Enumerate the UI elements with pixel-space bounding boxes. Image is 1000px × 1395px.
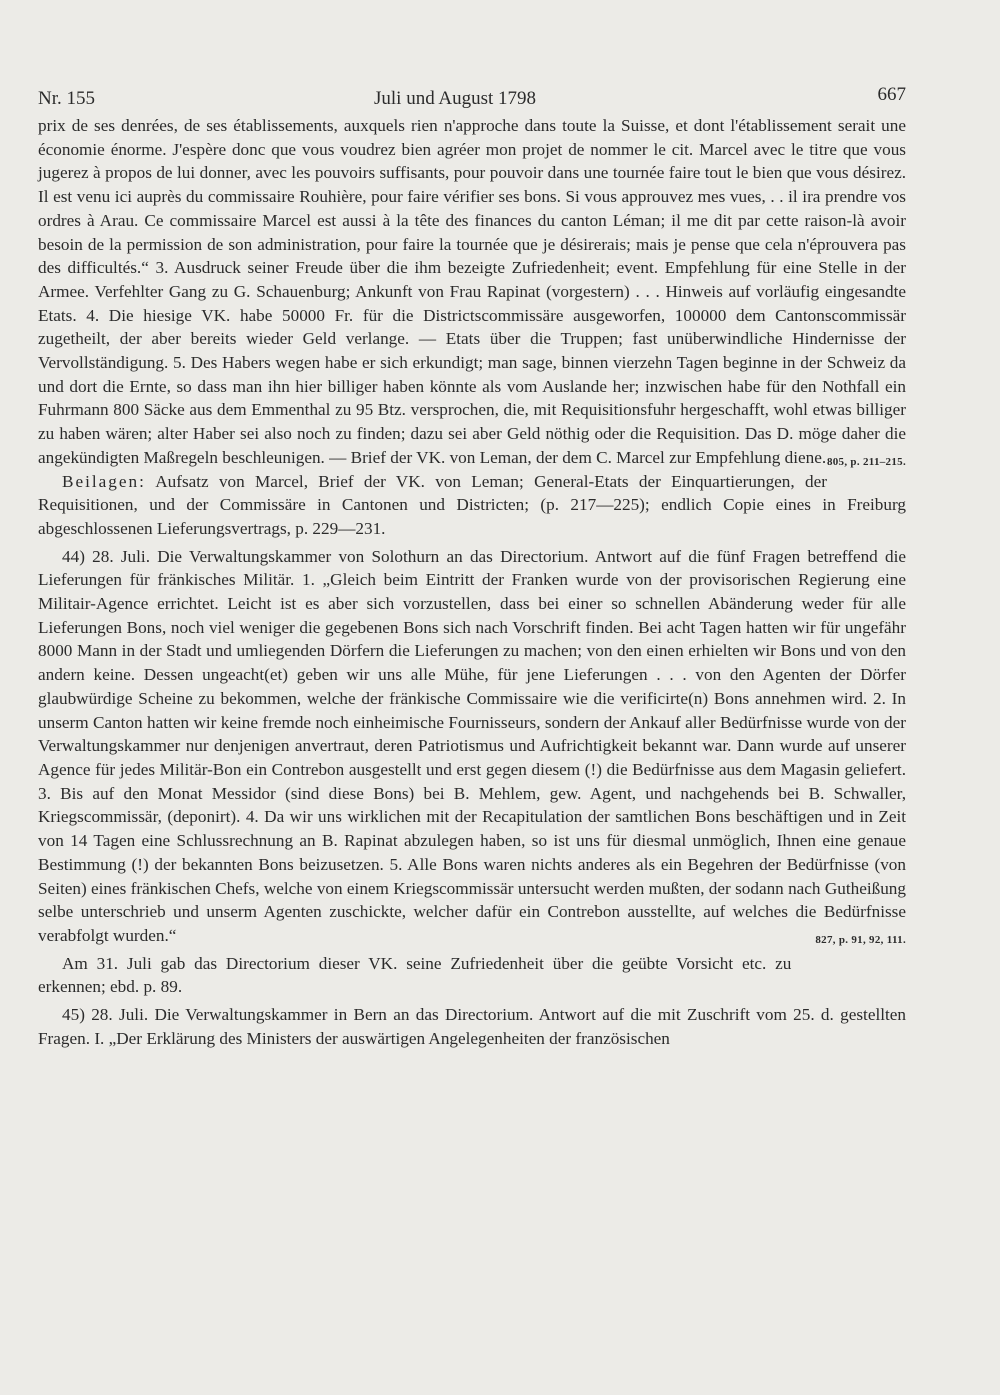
paragraph-note (38, 952, 906, 999)
document-page (38, 84, 906, 1050)
page-number: 667 (877, 84, 906, 105)
paragraph-entry-45 (38, 1003, 906, 1050)
paragraph-continuation (38, 114, 906, 470)
paragraph-beilagen (38, 470, 906, 541)
paragraph-entry-44 (38, 545, 906, 948)
paragraph-text: 44) 28. Juli. Die Verwaltungskammer von Solothurn an das Directorium. Antwort auf die fünf Fragen betreffend die Lieferungen für fränkisches Militär. 1. „Gleich beim Eintritt der Franken wurde von der provisorischen Regierung eine Militair-Agence errichtet. Leicht ist es aber sich vorzustellen, dass bei einer so schnellen Abänderung weder für alle Lieferungen Bons, noch viel weniger die gegebenen Bons sich nach Vorschrift finden. Bei acht Tagen hatten wir für ungefähr 8000 Mann in der Stadt und umliegenden Dörfern die Lieferungen zu machen; von den einen erhielten wir Bons und von den andern keine. Dessen ungeacht(et) geben wir uns alle Mühe, für jene Lieferungen . . . von den Agenten der Dörfer glaubwürdige Scheine zu bekommen, welche der fränkische Commissaire wie die verificirte(n) Bons annehmen wird. 2. In unserm Canton hatten wir keine fremde noch einheimische Fournisseurs, sondern der Ankauf aller Bedürfnisse wurde von der Verwaltungskammer nur denjenigen anvertraut, deren Patriotismus und Aufrichtigkeit bekannt war. Dann wurde auf unserer Agence für jedes Militär-Bon ein Contrebon ausgestellt und erst gegen diesem (!) die Bedürfnisse aus dem Magasin geliefert. 3. Bis auf den Monat Messidor (sind diese Bons) bei B. Mehlem, gew. Agent, und nachgehends bei B. Schwaller, Kriegscommissär, (deponirt). 4. Da wir uns wirklichen mit der Recapitulation der samtlichen Bons beschäftigen und in Zeit von 14 Tagen eine Schlussrechnung an B. Rapinat abzulegen haben, so ist uns für diesmal unmöglich, Ihnen eine genaue Bestimmung (!) der bekannten Bons beizusetzen. 5. Alle Bons waren nichts anderes als ein Begehren der Bedürfnisse (von Seiten) eines fränkischen Chefs, welche von einem Kriegscommissär untersucht werden mußten, der sodann nach Gutheißung selbe unterschrieb und unserm Agenten zuschickte, welcher dafür ein Contrebon ausstellte, auf welches die Bedürfnisse verabfolgt wurden.“ (38, 546, 906, 945)
document-number: Nr. 155 (38, 88, 95, 109)
paragraph-text: Aufsatz von Marcel, Brief der VK. von Leman; General-Etats der Einquartierungen, der Requisitionen, und der Commissäre in Cantonen und Districten; (p. 217—225); endlich Copie eines in Freiburg abgeschlossenen Lieferungsvertrags, p. 229—231. (38, 471, 906, 538)
archive-reference: 805, p. 211–215. (826, 455, 906, 468)
archive-reference: 827, p. 91, 92, 111. (815, 933, 906, 946)
header-title: Juli und August 1798 (374, 88, 537, 109)
paragraph-text: 45) 28. Juli. Die Verwaltungskammer in Bern an das Directorium. Antwort auf die mit Zuschrift vom 25. d. gestellten Fragen. I. „Der Erklärung des Ministers der auswärtigen Angelegenheiten der französischen (38, 1005, 906, 1048)
running-header (38, 84, 906, 114)
beilagen-label: Beilagen: (62, 471, 146, 491)
paragraph-text: Am 31. Juli gab das Directorium dieser VK. seine Zufriedenheit über die geübte Vorsicht etc. zu erkennen; ebd. p. 89. (38, 953, 792, 997)
paragraph-text: prix de ses denrées, de ses établissements, auxquels rien n'approche dans toute la Suisse, et dont l'établissement serait une économie énorme. J'espère donc que vous voudrez bien agréer mon projet de nommer le cit. Marcel avec le titre que vous jugerez à propos de lui donner, avec les pouvoirs suffisants, pour pouvoir dans une tournée faire tout le bien que vous désirez. Il est venu ici auprès du commissaire Rouhière, pour faire vérifier ses bons. Si vous approuvez mes vues, . . il ira prendre vos ordres à Arau. Ce commissaire Marcel est aussi à la tête des finances du canton Léman; il me dit par cette raison-là avoir besoin de la permission de son administration, pour faire la tournée que je désirerais; mais je pense que cela n'éprouvera pas des difficultés.“ 3. Ausdruck seiner Freude über die ihm bezeigte Zufriedenheit; event. Empfehlung für eine Stelle in der Armee. Verfehlter Gang zu G. Schauenburg; Ankunft von Frau Rapinat (vorgestern) . . . Hinweis auf vorläufig eingesandte Etats. 4. Die hiesige VK. habe 50000 Fr. für die Districtscommissäre ausgeworfen, 100000 dem Cantonscommissär zugetheilt, der aber bereits wieder Geld verlange. — Etats über die Truppen; fast unüberwindliche Hindernisse der Vervollständigung. 5. Des Habers wegen habe er sich erkundigt; man sage, binnen vierzehn Tagen beginne in der Schweiz da und dort die Ernte, so dass man ihn hier billiger haben könnte als vom Auslande her; inzwischen habe für den Nothfall ein Fuhrmann 800 Säcke aus dem Emmenthal zu 95 Btz. versprochen, die, mit Requisitionsfuhr hergeschafft, wohl etwas billiger zu haben wären; alter Haber sei also noch zu finden; dazu sei aber Geld nöthig oder die Requisition. Das D. möge daher die angekündigten Maßregeln beschleunigen. — Brief der VK. von Leman, der dem C. Marcel zur Empfehlung diene. (38, 116, 906, 467)
